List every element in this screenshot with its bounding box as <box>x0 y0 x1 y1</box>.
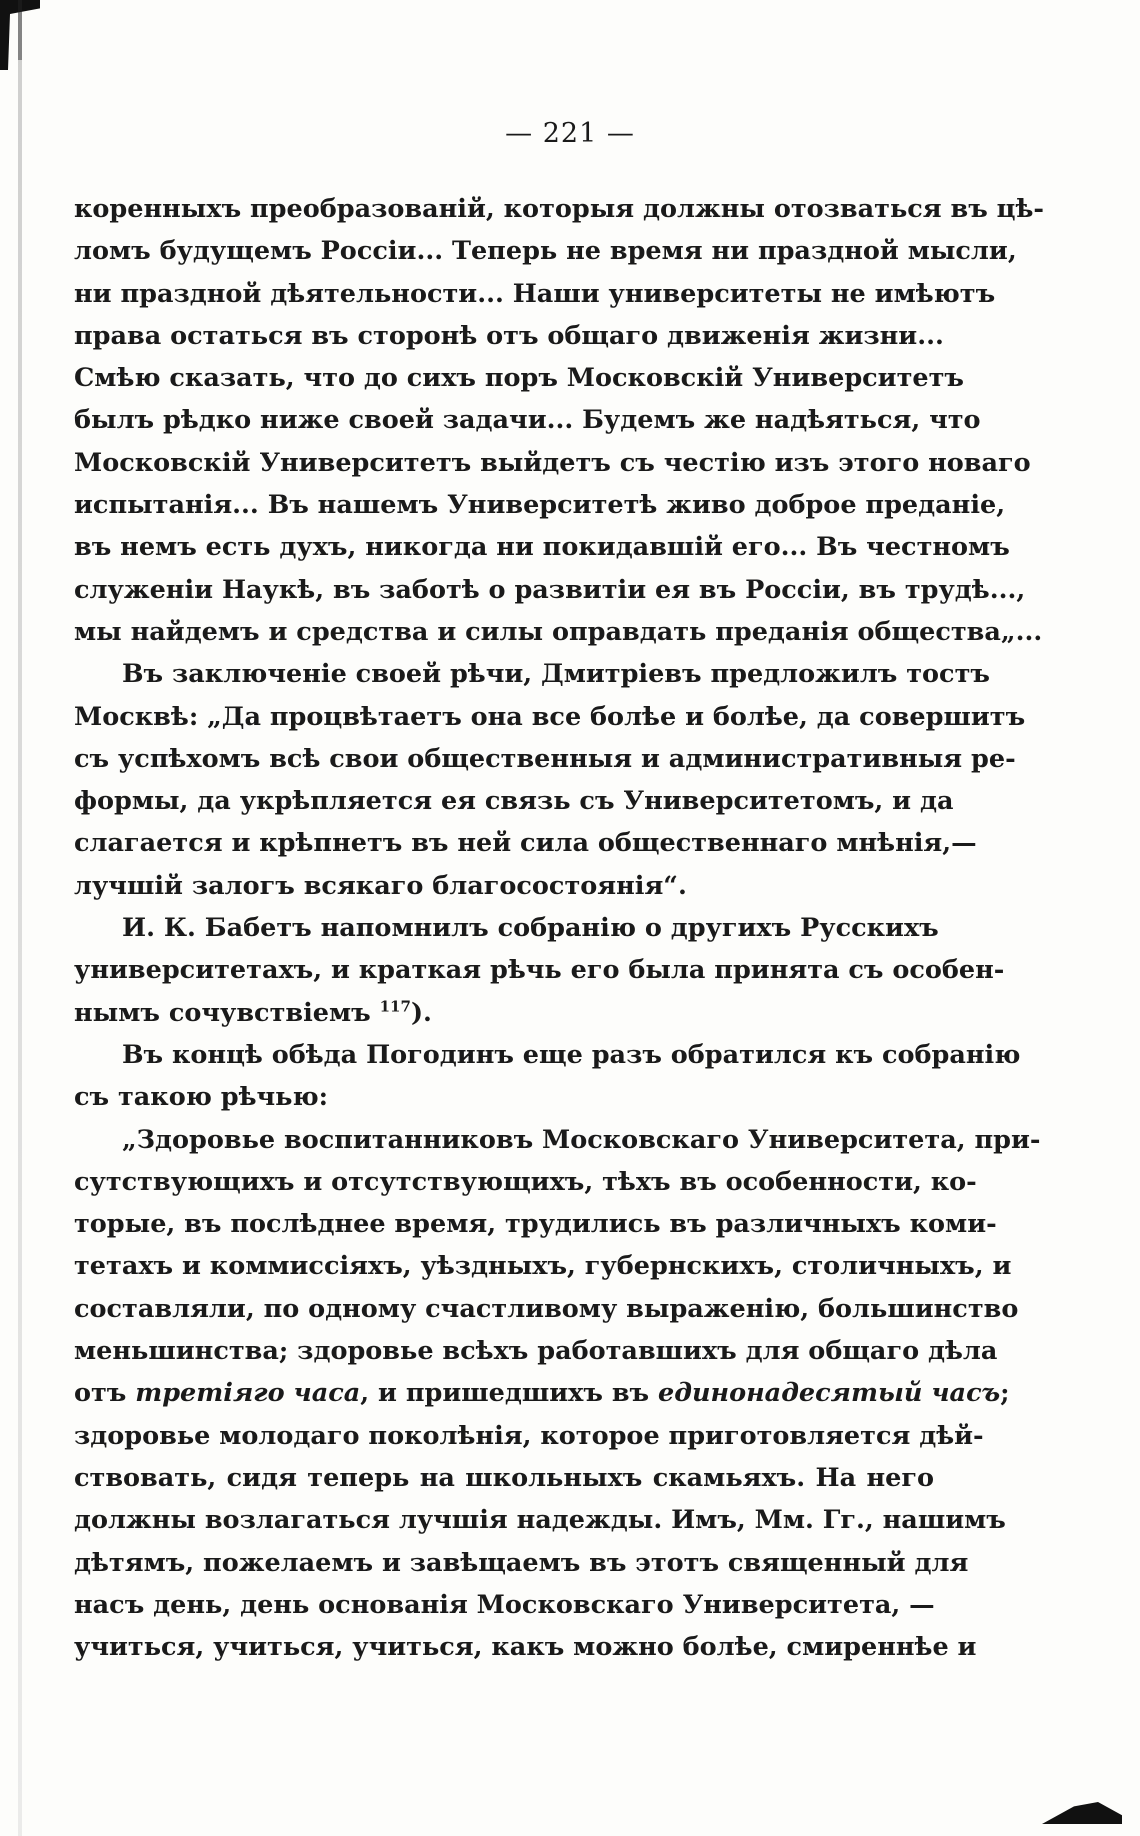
text-line: съ такою рѣчью: <box>74 1082 329 1113</box>
text-line: университетахъ, и краткая рѣчь его была принята съ особен- <box>74 955 1005 986</box>
text-line: коренныхъ преобразованій, которыя должны отозваться въ цѣ- <box>74 194 1045 224</box>
text-line: слагается и крѣпнетъ въ ней сила общественнаго мнѣнія,— <box>74 828 977 859</box>
text-fragment: нымъ сочувствіемъ <box>74 997 371 1028</box>
text-line: формы, да укрѣпляется ея связь съ Университетомъ, и да <box>74 786 954 817</box>
text-line: Смѣю сказать, что до сихъ поръ Московскій Университетъ <box>74 363 964 394</box>
text-line: служеніи Наукѣ, въ заботѣ о развитіи ея въ Россіи, въ трудѣ..., <box>74 574 1026 605</box>
page-number: — 221 — <box>505 118 635 149</box>
text-line: ломъ будущемъ Россіи... Теперь не время ни праздной мысли, <box>74 236 1017 267</box>
text-line: былъ рѣдко ниже своей задачи... Будемъ же надѣяться, что <box>74 405 981 436</box>
text-line: И. К. Бабетъ напомнилъ собранію о другихъ Русскихъ <box>122 913 939 944</box>
text-fragment: отъ <box>74 1378 136 1409</box>
text-line: „Здоровье воспитанниковъ Московскаго Университета, при- <box>122 1124 1041 1155</box>
text-line: ствовать, сидя теперь на школьныхъ скамьяхъ. На него <box>74 1462 934 1493</box>
text-line: права остаться въ сторонѣ отъ общаго движенія жизни... <box>74 320 944 351</box>
text-line: здоровье молодаго поколѣнія, которое приготовляется дѣй- <box>74 1420 984 1451</box>
text-line <box>74 992 934 1034</box>
text-line: съ успѣхомъ всѣ свои общественныя и административныя ре- <box>74 743 1016 774</box>
text-line: Москвѣ: „Да процвѣтаетъ она все болѣе и болѣе, да совершитъ <box>74 701 1026 732</box>
text-line: испытанія... Въ нашемъ Университетѣ живо доброе преданіе, <box>74 490 1006 521</box>
text-line: Въ заключеніе своей рѣчи, Дмитріевъ предложилъ тостъ <box>122 659 990 690</box>
text-line: насъ день, день основанія Московскаго Университета, — <box>74 1589 935 1620</box>
text-line: Московскій Университетъ выйдетъ съ честію изъ этого новаго <box>74 447 1031 478</box>
italic-phrase: третіяго часа <box>135 1378 361 1409</box>
italic-phrase: единонадесятый часъ <box>657 1378 1001 1409</box>
text-line: Въ концѣ обѣда Погодинъ еще разъ обратился къ собранію <box>122 1039 1021 1070</box>
text-line <box>74 1372 1010 1414</box>
text-fragment: , и пришедшихъ въ <box>360 1378 658 1409</box>
text-line: сутствующихъ и отсутствующихъ, тѣхъ въ особенности, ко- <box>74 1166 977 1197</box>
text-line: въ немъ есть духъ, никогда ни покидавшій его... Въ честномъ <box>74 532 1010 563</box>
body-text <box>74 188 1045 1668</box>
text-line: мы найдемъ и средства и силы оправдать преданія общества„... <box>74 616 1043 647</box>
scan-artifact-bottom-right <box>1042 1802 1122 1824</box>
text-line: дѣтямъ, пожелаемъ и завѣщаемъ въ этотъ священный для <box>74 1547 969 1578</box>
text-fragment: ). <box>410 997 432 1028</box>
text-line: ни праздной дѣятельности... Наши университеты не имѣютъ <box>74 278 996 309</box>
text-line: составляли, по одному счастливому выраженію, большинство <box>74 1293 1019 1324</box>
scan-edge-shadow <box>18 0 22 1836</box>
text-line: торые, въ послѣднее время, трудились въ различныхъ коми- <box>74 1209 997 1240</box>
text-fragment: ; <box>1000 1378 1010 1409</box>
text-line: меньшинства; здоровье всѣхъ работавшихъ для общаго дѣла <box>74 1336 998 1367</box>
text-line: должны возлагаться лучшія надежды. Имъ, Мм. Гг., нашимъ <box>74 1505 1006 1536</box>
text-line: тетахъ и коммиссіяхъ, уѣздныхъ, губернскихъ, столичныхъ, и <box>74 1251 1012 1282</box>
text-line: учиться, учиться, учиться, какъ можно болѣе, смиреннѣе и <box>74 1632 977 1663</box>
footnote-ref: 117 <box>379 997 411 1016</box>
text-line: лучшій залогъ всякаго благосостоянія“. <box>74 870 687 901</box>
